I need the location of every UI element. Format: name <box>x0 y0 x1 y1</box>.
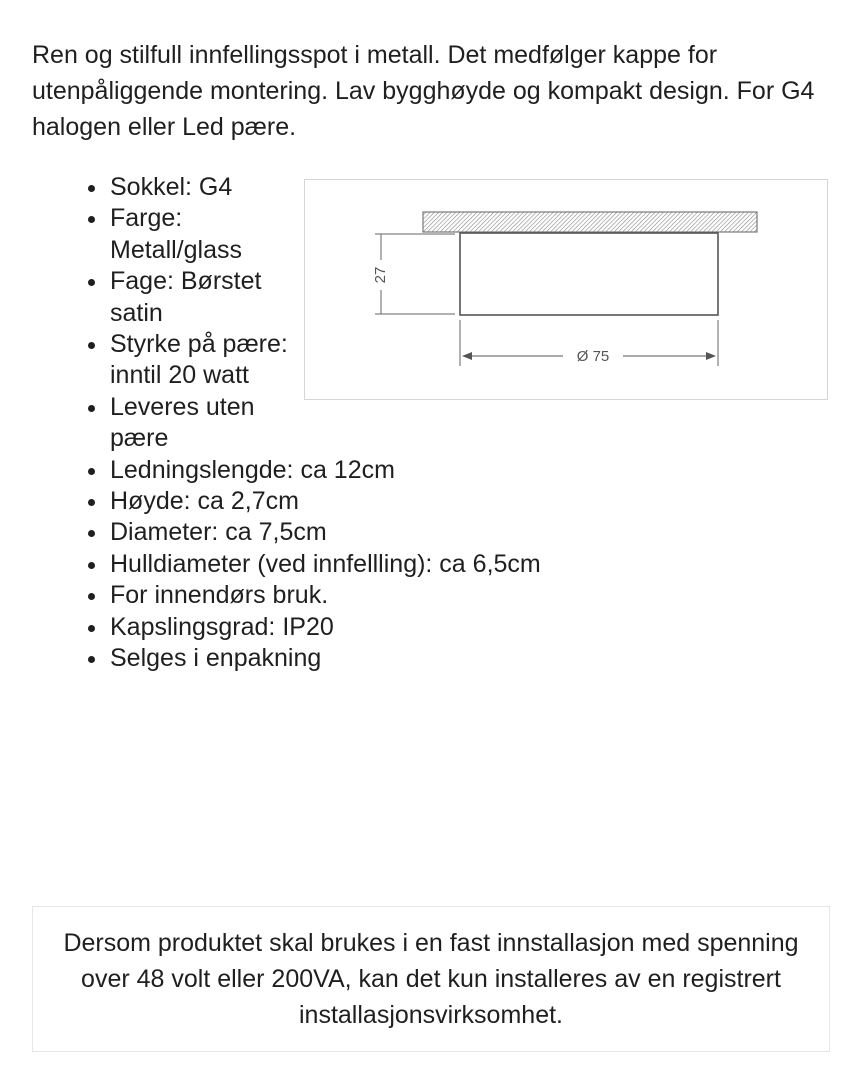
spec-item-socket: Sokkel: G4 <box>110 172 305 203</box>
dimension-drawing <box>304 179 828 400</box>
spec-item-indoor-use: For innendørs bruk. <box>110 580 670 611</box>
spec-item-height: Høyde: ca 2,7cm <box>110 486 670 517</box>
spec-item-cable-length: Ledningslengde: ca 12cm <box>110 455 670 486</box>
spec-item-package: Selges i enpakning <box>110 643 670 674</box>
spec-item-ip-rating: Kapslingsgrad: IP20 <box>110 612 670 643</box>
installation-notice-text: Dersom produktet skal brukes i en fast innstallasjon med spenning over 48 volt eller 200VA, kan det kun installeres av en registrert installasjonsvirksomhet. <box>63 929 799 1029</box>
spec-item-hole-diameter: Hulldiameter (ved innfellling): ca 6,5cm <box>110 549 670 580</box>
ceiling-hatch <box>423 212 757 232</box>
height-dimension-label: 27 <box>371 266 389 284</box>
diameter-dimension-label: Ø 75 <box>576 347 610 365</box>
spec-item-finish: Fage: Børstet satin <box>110 266 305 329</box>
product-description: Ren og stilfull innfellingsspot i metall. Det medfølger kappe for utenpåliggende montering. Lav bygghøyde og kompakt design. For G4 halogen eller Led pære. <box>32 41 815 141</box>
spec-item-color: Farge: Metall/glass <box>110 203 305 266</box>
fixture-body <box>460 233 718 315</box>
installation-notice <box>32 906 830 1052</box>
spec-item-diameter: Diameter: ca 7,5cm <box>110 517 670 548</box>
spec-item-bulb-included: Leveres uten pære <box>110 392 305 455</box>
spec-item-bulb-power: Styrke på pære: inntil 20 watt <box>110 329 305 392</box>
